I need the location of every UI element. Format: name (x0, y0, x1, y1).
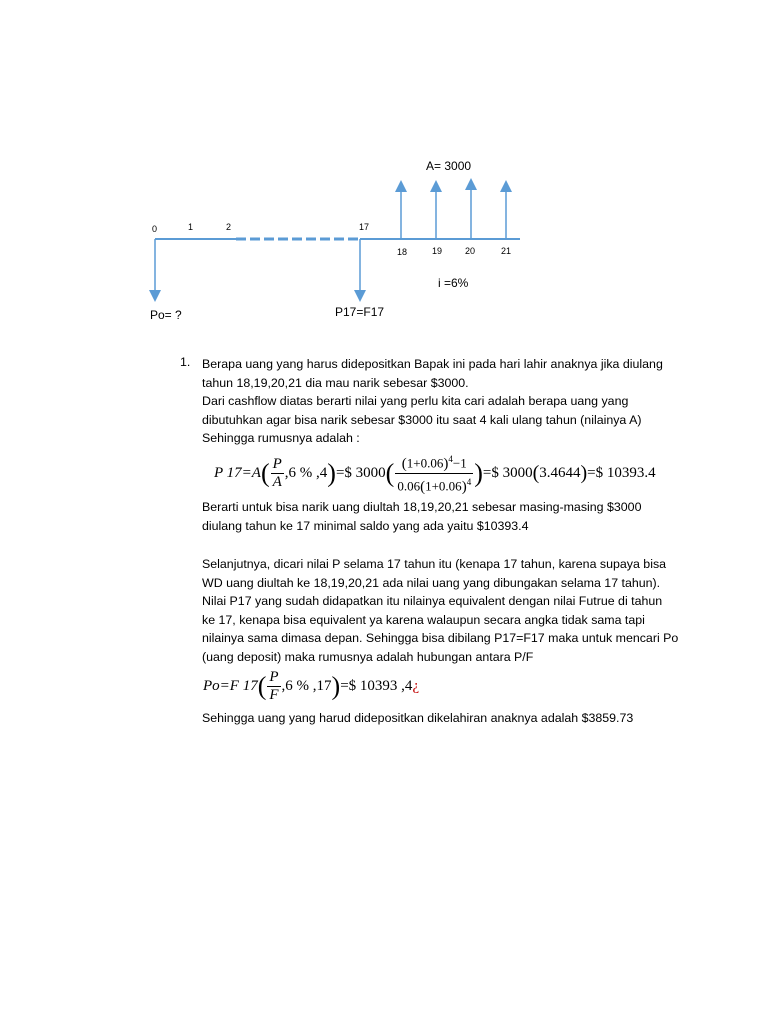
f1-num-tail: −1 (452, 455, 467, 471)
f1-num: 1+0.06 (406, 455, 444, 471)
paragraph-line: diulang tahun ke 17 minimal saldo yang ada yaitu $10393.4 (202, 518, 529, 533)
tick-1: 1 (188, 222, 194, 232)
paragraph-line: Selanjutnya, dicari nilai P selama 17 tahun itu (kenapa 17 tahun, karena supaya bisa (202, 557, 667, 571)
annuity-label: A= 3000 (426, 159, 472, 173)
paragraph-line: Nilai P17 yang sudah didapatkan itu nilainya equivalent dengan nilai Futrue di tahun (202, 594, 663, 608)
f2-fraction (267, 669, 280, 704)
paragraph-2 (202, 498, 641, 535)
tick-0: 0 (152, 224, 158, 234)
conclusion: Sehingga uang yang harud didepositkan dikelahiran anaknya adalah $3859.73 (202, 711, 634, 725)
f1-fraction (271, 456, 284, 491)
f1-big-fraction: $\frac{(1+0.06)^4-1}{0.06(1+0.06)^4}$ (395, 451, 473, 496)
tick-19: 19 (432, 246, 443, 256)
f1-num-exp: 4 (448, 454, 453, 464)
f2-rhs: =$ 10393 ,4 (340, 677, 413, 694)
f2-lhs: Po=F 17 (203, 677, 258, 694)
f1-frac-top: P (272, 455, 282, 472)
paragraph-line: nilainya sama dimasa depan. Sehingga bisa dibilang P17=F17 maka untuk mencari Po (202, 631, 679, 645)
formula-present-value: Po=F 17( $\frac{P}{F}$ ,6 % ,17)=$ 10393 ,4¿ (203, 669, 420, 703)
formula-annuity: P 17=A( $\frac{P}{A}$ ,6 % ,4)=$ 3000( $\frac{(1+0.06)^4-1}{0.06(1+0.06)^4}$ )=$ 3000(3.4644)=$ 10393.4 (214, 451, 656, 496)
tick-2: 2 (226, 222, 232, 232)
f1-den-b: 1+0.06 (425, 478, 462, 494)
f2-frac-bottom: F (269, 687, 279, 703)
f1-factor: 3.4644 (539, 464, 581, 481)
paragraph-line: ke 17, kenapa bisa equivalent ya karena walaupun secara angka tidak sama tapi (202, 612, 645, 627)
question-line: Dari cashflow diatas berarti nilai yang perlu kita cari adalah berapa uang yang (202, 394, 629, 408)
question-number: 1. (180, 355, 191, 369)
tick-20: 20 (465, 246, 476, 256)
cashflow-diagram (0, 0, 768, 340)
question-line: Sehingga rumusnya adalah : (202, 431, 360, 445)
question-line: tahun 18,19,20,21 dia mau narik sebesar $3000. (202, 375, 469, 390)
f1-den-a: 0.06 (397, 478, 421, 494)
paragraph-3 (202, 555, 678, 666)
f1-frac-bottom: A (272, 473, 282, 490)
f1-den-exp: 4 (466, 476, 472, 487)
f1-args: ,6 % ,4 (284, 464, 328, 481)
p17-label: P17=F17 (335, 305, 385, 319)
paragraph-line: Berarti untuk bisa narik uang diultah 18,19,20,21 sebesar masing-masing $3000 (202, 500, 642, 514)
tick-17: 17 (359, 222, 370, 232)
question-line: dibutuhkan agar bisa narik sebesar $3000 itu saat 4 kali ulang tahun (nilainya A) (202, 412, 642, 427)
question-text (202, 355, 663, 448)
tick-18: 18 (397, 247, 408, 257)
po-label: Po= ? (150, 308, 182, 322)
paragraph-line: WD uang diultah ke 18,19,20,21 ada nilai uang yang dibungakan selama 17 tahun). (202, 575, 661, 590)
rate-label: i =6% (438, 276, 469, 290)
paragraph-line: (uang deposit) maka rumusnya adalah hubungan antara P/F (202, 649, 534, 664)
question-line: Berapa uang yang harus didepositkan Bapak ini pada hari lahir anaknya jika diulang (202, 357, 663, 371)
f1-result: =$ 10393.4 (587, 464, 656, 481)
f2-glyph: ¿ (412, 677, 420, 694)
f2-frac-top: P (269, 669, 279, 685)
f1-lhs: P 17=A (214, 464, 261, 481)
tick-21: 21 (501, 246, 512, 256)
f2-args: ,6 % ,17 (281, 677, 332, 694)
f1-rhs: =$ 3000 (482, 464, 533, 481)
f1-eq: =$ 3000 (335, 464, 386, 481)
